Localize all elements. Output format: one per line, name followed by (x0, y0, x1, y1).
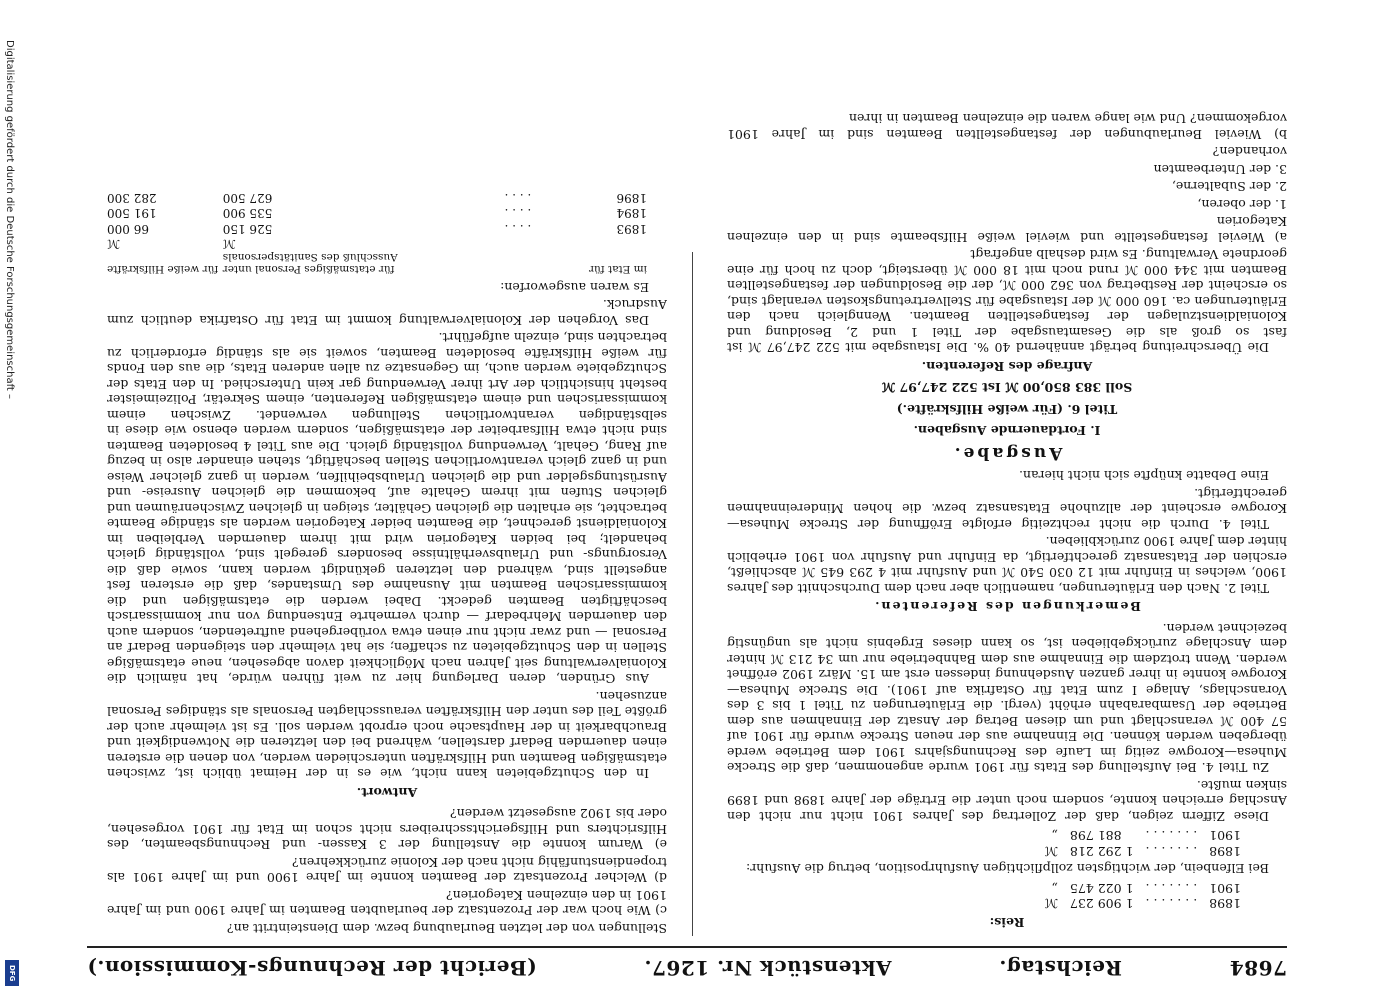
spacer (425, 236, 531, 252)
dots: . . . . (504, 206, 532, 221)
question-b-cont: Stellungen von der letzten Beurlaubung bezw. dem Diensteintritt an? (226, 921, 667, 936)
paragraph: In den Schutzgebieten kann nicht, wie es in der Heimat üblich ist, zwischen etatsmäßigen Beamten und Hilfskräften unterschieden werden, von denen die ersteren einen dauernden Bedarf darstellen, während bei den letzteren die Notwendigkeit und Brauchbarkeit in der Hauptsache noch erprobt werden soll. Es ist vielmehr auch der größte Teil des unter den Hilfskräften verausschlagten Personals als ständiges Personal anzusehen. (107, 689, 667, 782)
elf-year: 1901 (1209, 828, 1241, 844)
titel6-heading: Titel 6. (Für weiße Hilfskräfte.) (896, 402, 1118, 417)
paragraph: Diese Ziffern zeigen, daß der Zollertrag des Jahres 1901 nicht nur nicht den Anschlag erreichen konnte, sondern noch unter die Erträge der Jahre 1898 und 1899 sinken mußte. (727, 778, 1287, 824)
elf-value: 881 798 (1069, 828, 1122, 844)
ausgabe-heading: Ausgabe. (951, 443, 1063, 463)
paragraph: Es waren ausgeworfen: (500, 280, 649, 295)
table-b: 282 300 (107, 191, 157, 205)
col-b-header: für weiße Hilfskräfte (107, 263, 219, 276)
reis-year: 1901 (1209, 881, 1241, 896)
unit-row (107, 236, 647, 252)
elf-unit: ℳ (1044, 844, 1058, 859)
unit-a: ℳ (222, 237, 236, 252)
reis-unit: ℳ (1044, 896, 1058, 912)
question-a-end: vorhanden? (1212, 144, 1287, 160)
elf-year: 1898 (1209, 844, 1241, 859)
digitization-credit (4, 40, 22, 990)
question-b: b) Wieviel Beurlaubungen der festangestellten Beamten sind im Jahre 1901 vorgekommen? Und wie lange waren die einzelnen Beamten in ihren (727, 111, 1287, 142)
paragraph: Bei Elfenbein, der wichtigsten zollpflichtigen Ausfuhrposition, betrug die Ausfuhr: (746, 861, 1269, 877)
elf-unit: „ (1051, 828, 1058, 844)
header-left-title: Reichstag. (998, 956, 1122, 980)
elfenbein-table (1039, 828, 1247, 859)
question-a-item: 1. der oberen, (1197, 197, 1287, 212)
soll-ist-line: Soll 383 850,00 ℳ Ist 522 247,97 ℳ (881, 380, 1133, 396)
table-row (1039, 881, 1247, 897)
left-column (727, 22, 1287, 936)
credit-text: Digitalisierung gefördert durch die Deutsche Forschungsgemeinschaft – (4, 40, 15, 400)
table-year: 1894 (616, 206, 647, 221)
paragraph: Zu Titel 4. Bei Aufstellung des Etats für 1901 wurde angenommen, daß die Strecke Muhesa—Korogwe zeitig im Laufe des Rechnungsjahrs 1901 dem Betriebe werde übergeben werden können. Die Einnahme aus der neuen Strecke wurde für 1901 auf 57 400 ℳ veranschlagt und um diesen Betrag der Ansatz der Einnahmen aus dem Betriebe der Usambarabahn erhöht (vergl. die Erläuterungen zu Titel 1 bis 3 des Voranschlags, Anlage I zum Etat für Ostafrika auf 1901). Die Strecke Muhesa—Korogwe konnte in ihrer ganzen Ausdehnung indessen erst am 15. März 1902 eröffnet werden. Wenn trotzdem die Einnahme aus dem Bahnbetriebe nur um 34 213 ℳ hinter dem Anschlage zurückgeblieben ist, so kann dieses Ergebnis nicht als ungünstig bezeichnet werden. (727, 621, 1287, 776)
unit-b: ℳ (107, 237, 120, 252)
elf-value: 1 292 218 (1069, 844, 1134, 859)
dfg-logo: DFG (5, 960, 19, 986)
table-b: 66 000 (107, 222, 149, 236)
paragraph: Aus Gründen, deren Darlegung hier zu weit führen würde, hat nämlich die Kolonialverwaltung seit Jahren nach Möglichkeit davon abgesehen, neue etatsmäßige Stellen in den Schutzgebieten zu schaffen; sie hat vielmehr den steigenden Bedarf an Personal — und zwar nicht nur einen etwa vorübergehend auftretenden, sondern auch den dauernden Mehrbedarf — durch vermehrte Entsendung von nur kommissarisch beschäftigten Beamten gedeckt. Dabei werden die etatsmäßigen und die kommissarischen Beamten mit Ausnahme des Umstandes, daß die ersteren fest angestellt sind, während den letzteren gekündigt werden kann, sowie daß die Versorgungs- und Urlaubsverhältnisse besonders geregelt sind, vollständig gleich behandelt; bei beiden Kategorien wird mit ihrem dauernden Verbleiben im Kolonialdienst gerechnet, die Beamten beider Kategorien werden als ständige Beamte betrachtet, sie erhalten die gleichen Gehälter, steigen in gleichen Zwischenräumen und gleichen Stufen mit ihrem Gehalte auf, bekommen die gleichen Ausreise- und Ausrüstungsgelder und die gleichen Urlaubsbeihilfen, werden in ganz gleicher Weise und in ganz gleich verantwortlichen Stellen beschäftigt, stehen einander also in bezug auf Rang, Gehalt, Verwendung vollständig gleich. Die aus Titel 4 besoldeten Beamten sind nicht etwa Hilfsarbeiter der etatsmäßigen, sondern werden ebenso wie diese in selbständigen verantwortlichen Stellungen verwendet. Zwischen einem kommissarischen und einem etatsmäßigen Referenten, einem Sekretär, Polizeimeister besteht hinsichtlich der Art ihrer Verwendung gar kein Unterschied. In den Etats der Schutzgebiete werden auch, im Gegensatze zu allen anderen Etats, die aus den Fonds für weiße Hilfskräfte besoldeten Beamten, soweit sie als ständig erforderlich zu betrachten sind, einzeln aufgeführt. (107, 330, 667, 687)
column-divider (692, 252, 693, 936)
dots: . . . . . . . (1145, 828, 1198, 844)
dots: . . . . (504, 222, 532, 236)
question-e: e) Warum konnte die Anstellung der 3 Kassen- und Rechnungsbeamten, des Hilfsrichters und Hilfsgerichtsschreibers nicht schon im Etat für 1901 vorgesehen, oder bis 1902 ausgesetzt werden? (107, 806, 667, 853)
question-d: d) Welcher Prozentsatz der Beamten konnte im Jahre 1900 und im Jahre 1901 als tropendienstunfähig nicht nach der Kolonie zurückkehren? (107, 855, 667, 886)
table-a: 627 500 (222, 191, 273, 205)
header-rule (87, 946, 1287, 948)
dots: . . . . (504, 191, 532, 205)
reis-year: 1898 (1209, 896, 1241, 912)
question-c: c) Wie hoch war der Prozentsatz der beurlaubten Beamten im Jahre 1900 und im Jahre 1901 in den einzelnen Kategorien? (107, 888, 667, 919)
reis-table (1039, 881, 1247, 912)
anfrage-heading: Anfrage des Referenten. (921, 359, 1093, 374)
page-number: 7684 (1229, 956, 1287, 980)
dots: . . . . . . . (1145, 896, 1198, 912)
spacer (531, 236, 647, 252)
dots: . . . . . . . (1145, 844, 1198, 859)
paragraph: Titel 4. Durch die nicht rechtzeitig erfolgte Eröffnung der Strecke Muhesa—Korogwe erscheint der allzuhohe Etatsansatz bezw. die hohen Mindereinnahmen gerechtfertigt. (727, 486, 1287, 532)
header-center-title: Aktenstück Nr. 1267. (644, 956, 892, 980)
reis-unit: „ (1051, 881, 1058, 896)
paragraph: Eine Debatte knüpfte sich nicht hieran. (1019, 468, 1269, 484)
paragraph: Das Vorgehen der Kolonialverwaltung kommt im Etat für Ostafrika deutlich zum Ausdruck. (107, 297, 667, 328)
table-a: 526 150 (222, 222, 273, 236)
table-row (107, 190, 647, 206)
table-a: 535 900 (222, 206, 273, 221)
remarks-heading: Bemerkungen des Referenten. (873, 599, 1141, 615)
paragraph: Titel 2. Nach den Erläuterungen, namentlich aber nach dem Durchschnitt des Jahres 1900, welches in Einfuhr mit 12 030 540 ℳ und Ausfuhr mit 4 293 645 ℳ abschließt, erschien der Etatsansatz gerechtfertigt, da Einfuhr und Ausfuhr von 1901 erheblich hinter dem Jahre 1900 zurückblieben. (727, 534, 1287, 596)
table-row (1039, 828, 1247, 844)
table-year: 1896 (616, 191, 647, 205)
fortdauernde-heading: I. Fortdauernde Ausgaben. (913, 423, 1101, 439)
budget-table (107, 190, 647, 276)
table-b: 191 500 (107, 206, 157, 221)
paragraph: Die Überschreitung beträgt annähernd 40 %. Die Istausgabe mit 522 247,97 ℳ ist fast so groß als die Gesamtausgabe der Titel 1 und 2, Besoldung und Kolonialdienstzulagen der festangestellten Beamten. Wenngleich nach den Erläuterungen ca. 160 000 ℳ der Istausgabe für Stellvertretungskosten veranlagt sind, so erscheint der Restbetrag von 362 000 ℳ, der die Besoldungen der festangestellten Beamten mit 344 000 ℳ rund noch mit 18 000 ℳ übersteigt, doch zu hoch für eine geordnete Verwaltung. Es wird deshalb angefragt (727, 247, 1287, 356)
dots: . . . . . . . (1145, 881, 1198, 896)
right-column (107, 22, 667, 936)
page-header (87, 956, 1287, 980)
table-row (1039, 844, 1247, 860)
page-content (87, 12, 1287, 992)
table-row (1039, 896, 1247, 912)
question-a: a) Wieviel festangestellte und wieviel weiße Hilfsbeamte sind in den einzelnen Kategorien (727, 214, 1287, 245)
question-a-item: 3. der Unterbeamten (1153, 162, 1287, 177)
question-a-item: 2. der Subalterne, (1171, 179, 1287, 195)
col-a-header: für etatsmäßiges Personal unter Ausschluß des Sanitätspersonals (222, 251, 398, 276)
table-row (107, 205, 647, 221)
reis-value: 1 909 237 (1069, 896, 1134, 912)
budget-table-header (107, 252, 647, 276)
reis-value: 1 022 475 (1069, 881, 1134, 896)
col-label: im Etat für (588, 263, 647, 276)
table-row (107, 221, 647, 237)
spacer (425, 252, 531, 276)
header-right-title: (Bericht der Rechnungs-Kommission.) (87, 956, 537, 980)
reis-label: Reis: (989, 915, 1025, 930)
answer-heading: Antwort. (356, 785, 418, 800)
table-year: 1893 (616, 222, 647, 236)
